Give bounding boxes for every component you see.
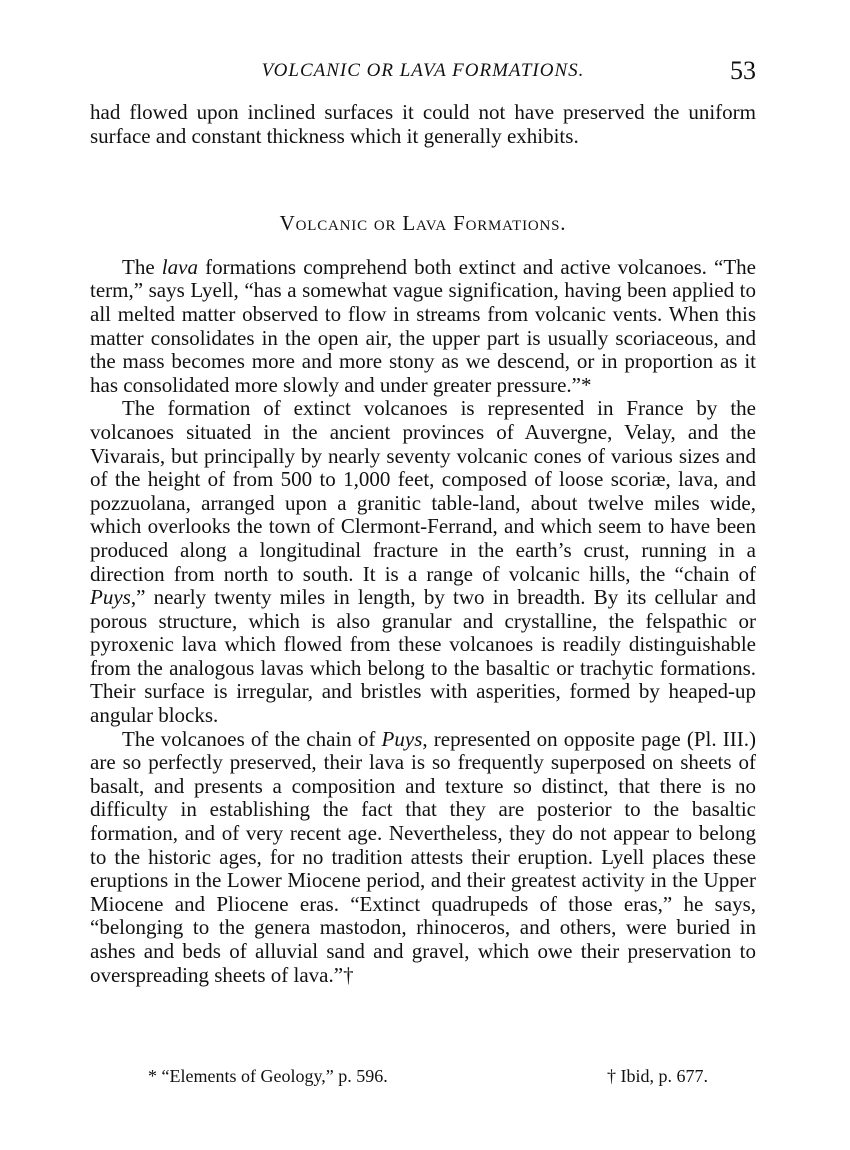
running-head <box>90 56 756 88</box>
paragraph-text: The <box>122 254 162 279</box>
paragraph-extinct-volcanoes <box>90 397 756 727</box>
paragraph-lava-formations <box>90 256 756 398</box>
paragraph-continuation: had flowed upon inclined surfaces it could not have preserved the uniform surface and constant thickness which it generally exhibits. <box>90 100 756 148</box>
paragraph-text: The volcanoes of the chain of <box>122 726 382 751</box>
section-heading: Volcanic or Lava Formations. <box>279 211 567 236</box>
footnote-ibid: † Ibid, p. 677. <box>607 1066 708 1086</box>
footnote-elements-of-geology: * “Elements of Geology,” p. 596. <box>148 1066 388 1086</box>
paragraph-text: The formation of extinct volcanoes is represented in France by the volcanoes situated in the ancient provinces of Auvergne, Velay, and the Vivarais, but principally by nearly seventy volcanic cones of various sizes and of the height of from 500 to 1,000 feet, composed of loose scoriæ, lava, and pozzuolana, arranged upon a granitic table-land, about twelve miles wide, which overlooks the town of Clermont-Ferrand, and which seem to have been produced along a longitudinal fracture in the earth’s crust, running in a direction from north to south. It is a range of volcanic hills, the “chain of <box>90 396 756 586</box>
footnotes <box>148 1066 708 1092</box>
running-title: VOLCANIC OR LAVA FORMATIONS. <box>261 60 585 81</box>
italic-term: lava <box>161 254 198 279</box>
page-number: 53 <box>730 56 756 85</box>
paragraph-chain-of-puys <box>90 728 756 988</box>
paragraph-text: , represented on opposite page (Pl. III.) are so perfectly preserved, their lava is so frequently superposed on sheets of basalt, and presents a composition and texture so distinct, that there is no difficulty in establishing the fact that they are posterior to the basaltic formation, and of very recent age. Nevertheless, they do not appear to belong to the historic ages, for no tradition attests their eruption. Lyell places these eruptions in the Lower Miocene period, and their greatest activity in the Upper Miocene and Pliocene eras. “Extinct quadrupeds of those eras,” he says, “belonging to the genera mastodon, rhinoceros, and others, were buried in ashes and beds of alluvial sand and gravel, which owe their preservation to overspreading sheets of lava.”† <box>90 726 756 987</box>
body-text <box>90 101 756 987</box>
italic-term: Puys <box>381 726 423 751</box>
italic-term: Puys <box>90 585 131 610</box>
paragraph-text: ,” nearly twenty miles in length, by two in breadth. By its cellular and porous structure, which is also granular and crystalline, the felspathic or pyroxenic lava which flowed from these volcanoes is readily distinguishable from the analogous lavas which belong to the basaltic or trachytic formations. Their surface is irregular, and bristles with asperities, formed by heaped-up angular blocks. <box>90 585 756 728</box>
paragraph-text: formations comprehend both extinct and active volcanoes. “The term,” says Lyell, “has a somewhat vague signification, having been applied to all melted matter observed to flow in streams from volcanic vents. When this matter consolidates in the open air, the upper part is usually scoriaceous, and the mass becomes more and more stony as we descend, or in proportion as it has consolidated more slowly and under greater pressure.”* <box>90 254 756 397</box>
